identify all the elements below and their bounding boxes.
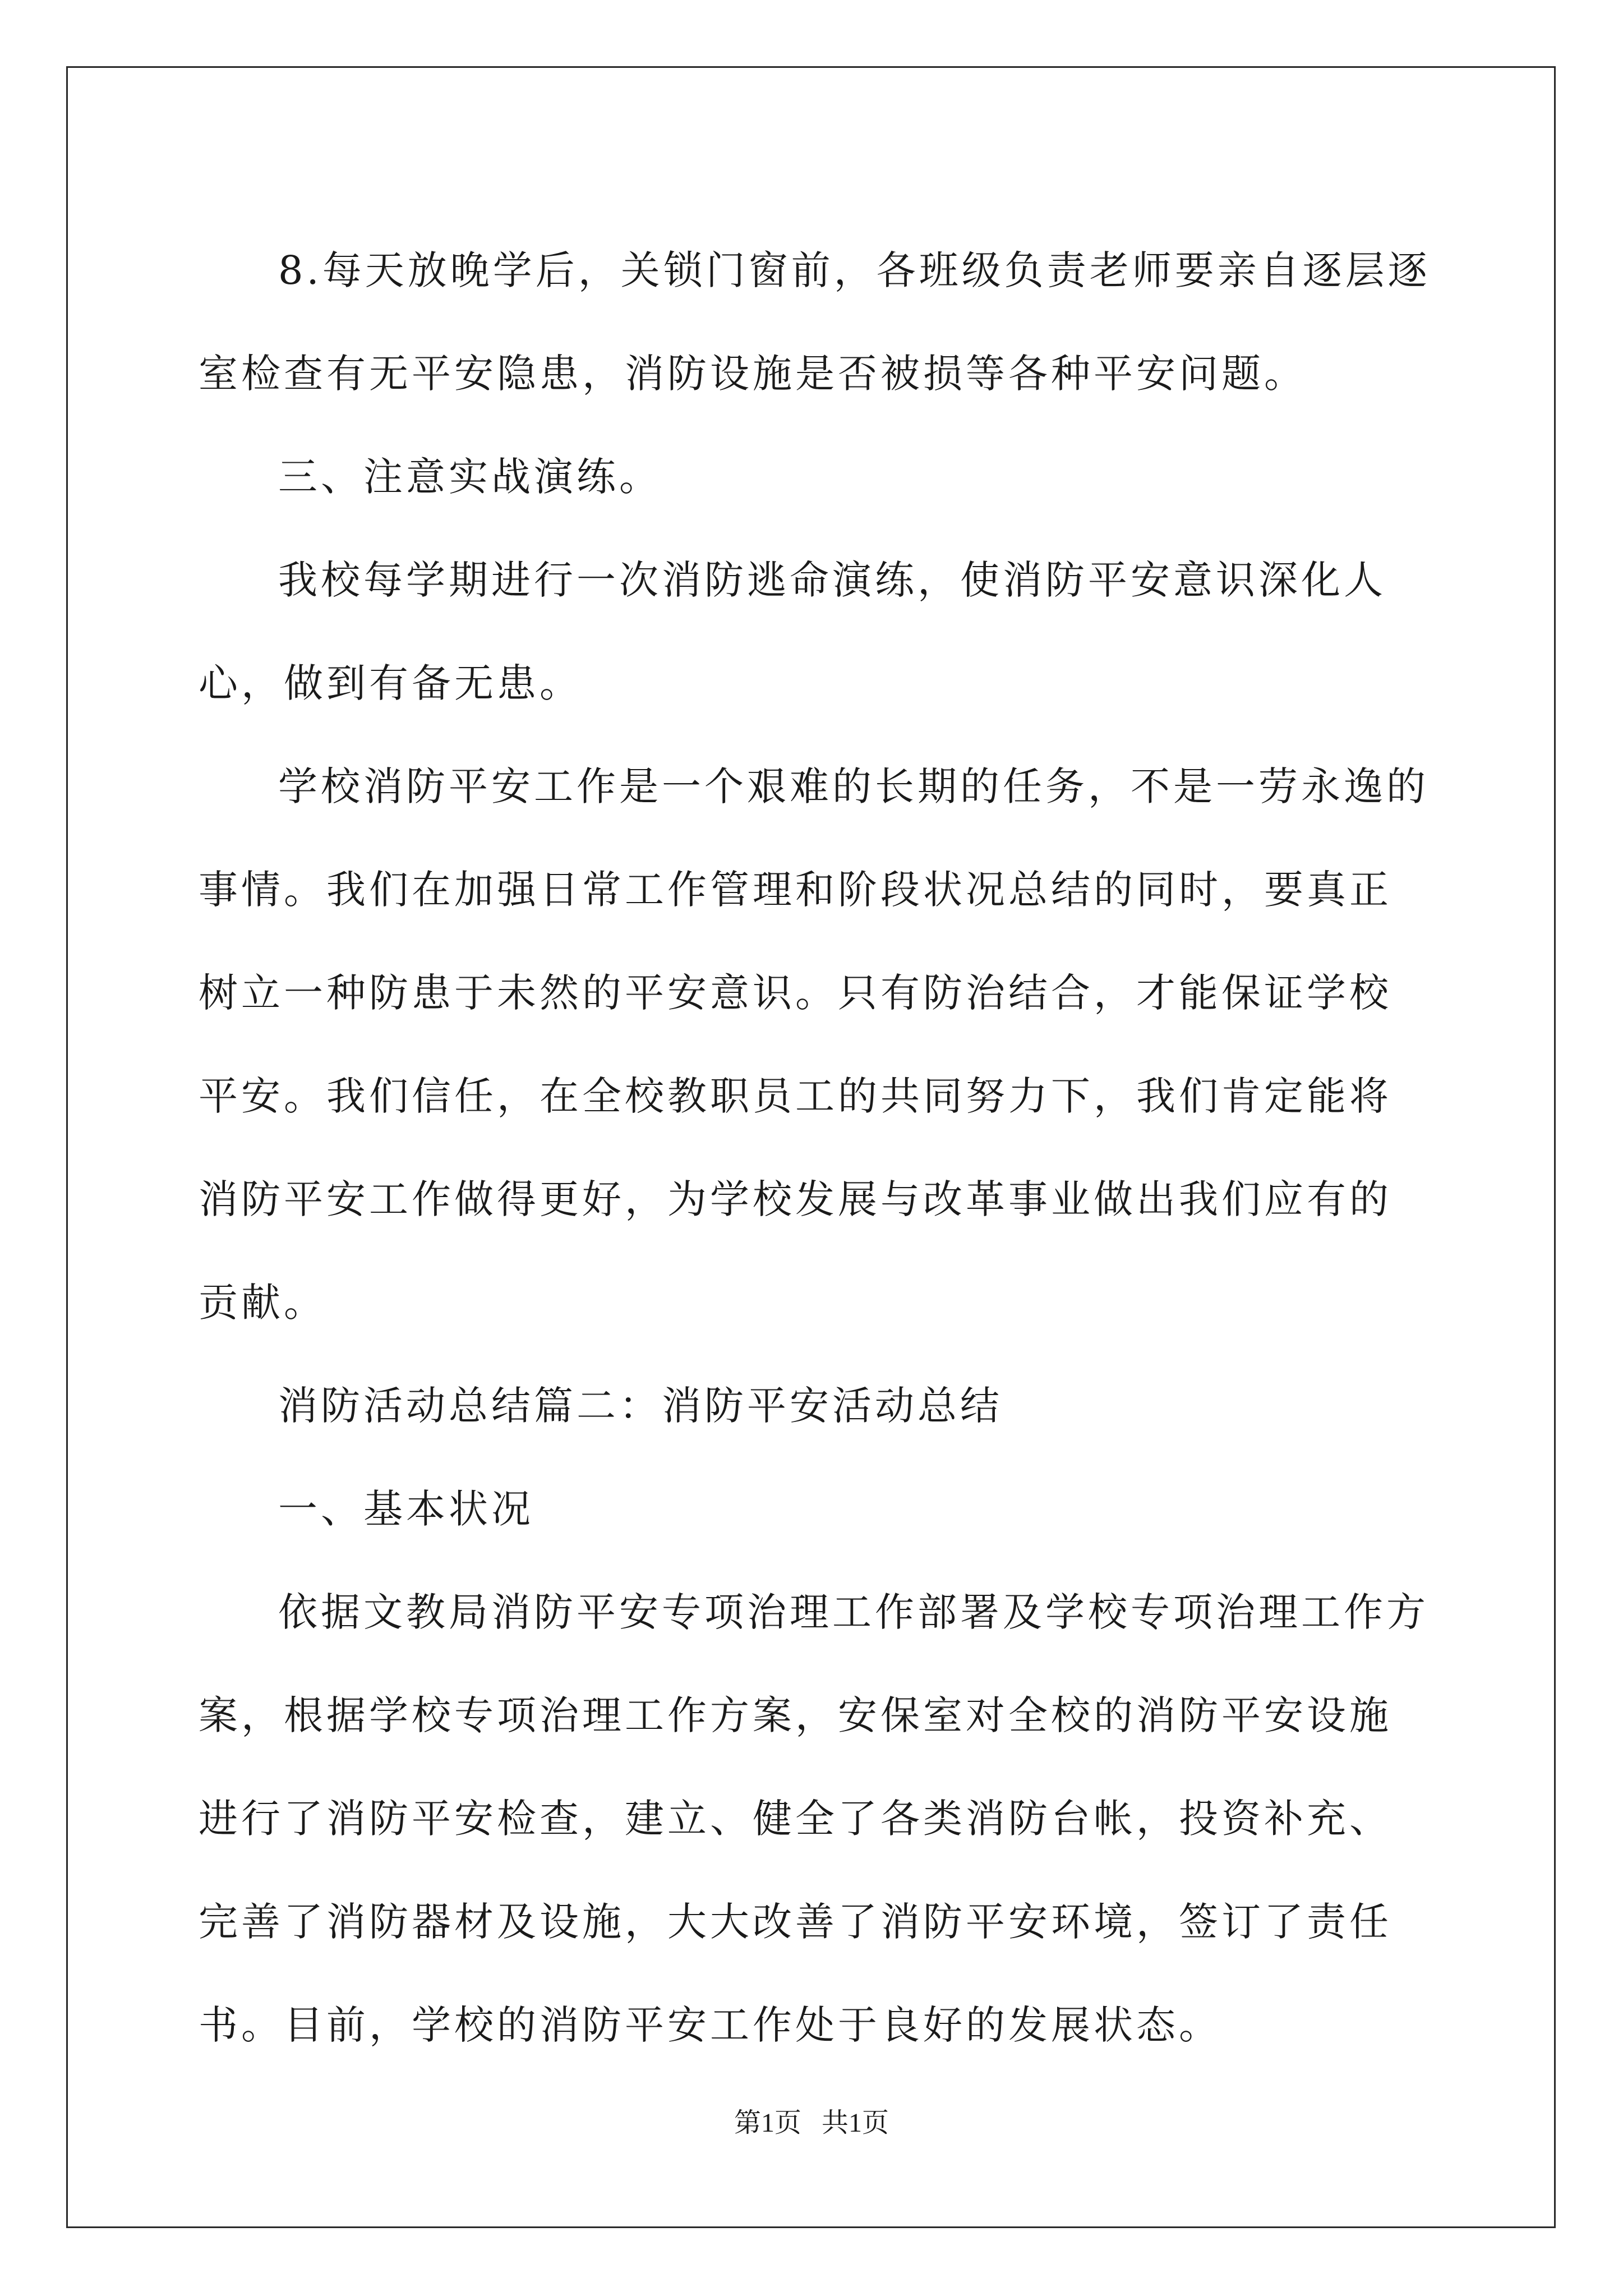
document-body (199, 219, 1432, 2077)
page-number-total: 共1页 (822, 2108, 889, 2138)
section-heading-practice-drill: 三、注意实战演练。 (278, 454, 662, 500)
paragraph-drill: 我校每学期进行一次消防逃命演练，使消防平安意识深化人心，做到有备无患。 (199, 557, 1386, 706)
paragraph-basic-situation: 依据文教局消防平安专项治理工作部署及学校专项治理工作方案，根据学校专项治理工作方案，安保室对全校的消防平安设施进行了消防平安检查，建立、健全了各类消防台帐，投资补充、完善了消防器材及设施，大大改善了消防平安环境，签订了责任书。目前，学校的消防平安工作处于良好的发展状态。 (199, 1589, 1429, 2048)
paragraph-item-8: 8.每天放晚学后，关锁门窗前，各班级负责老师要亲自逐层逐室检查有无平安隐患，消防设施是否被损等各种平安问题。 (199, 247, 1431, 397)
section-heading-basic-situation: 一、基本状况 (278, 1486, 534, 1532)
article-title-part-two: 消防活动总结篇二：消防平安活动总结 (278, 1383, 1003, 1429)
page-number-current: 第1页 (734, 2108, 801, 2138)
paragraph-conclusion: 学校消防平安工作是一个艰难的长期的任务，不是一劳永逸的事情。我们在加强日常工作管理和阶段状况总结的同时，要真正树立一种防患于未然的平安意识。只有防治结合，才能保证学校平安。我们信任，在全校教职员工的共同努力下，我们肯定能将消防平安工作做得更好，为学校发展与改革事业做出我们应有的贡献。 (199, 763, 1429, 1326)
page-footer (0, 2101, 1623, 2139)
